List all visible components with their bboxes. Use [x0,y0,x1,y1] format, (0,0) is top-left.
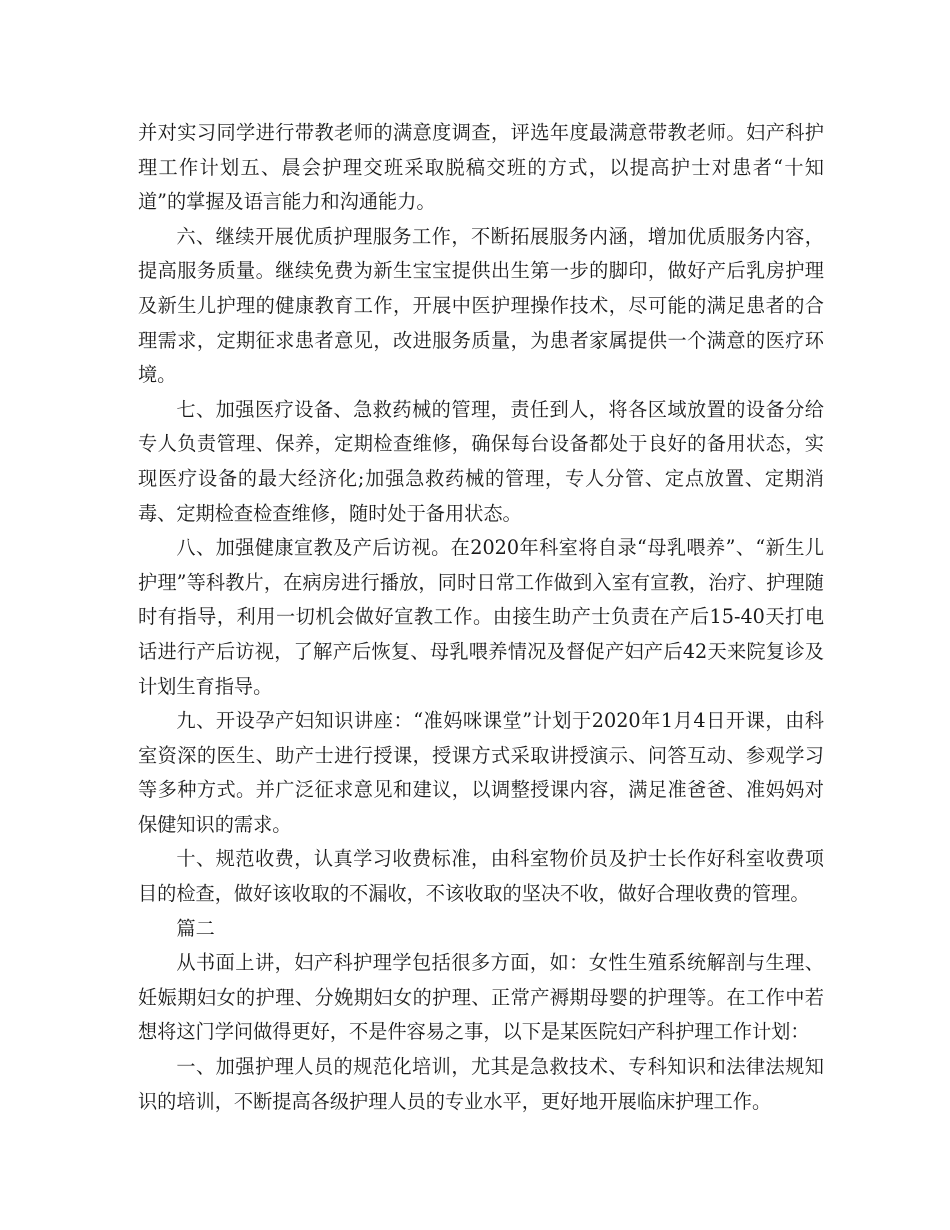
paragraph-item-9: 九、开设孕产妇知识讲座：“准妈咪课堂”计划于2020年1月4日开课，由科室资深的医生、助产士进行授课，授课方式采取讲授演示、问答互动、参观学习等多种方式。并广泛征求意见和建议，以调整授课内容，满足准爸爸、准妈妈对保健知识的需求。 [138,709,824,836]
section-heading: 篇二 [176,916,215,940]
paragraph-item-8: 八、加强健康宣教及产后访视。在2020年科室将自录“母乳喂养”、“新生儿护理”等科教片，在病房进行播放，同时日常工作做到入室有宣教，治疗、护理随时有指导，利用一切机会做好宣教工作。由接生助产士负责在产后15-40天打电话进行产后访视，了解产后恢复、母乳喂养情况及督促产妇产后42天来院复诊及计划生育指导。 [138,536,824,698]
paragraph-continuation: 并对实习同学进行带教老师的满意度调查，评选年度最满意带教老师。妇产科护理工作计划五、晨会护理交班采取脱稿交班的方式，以提高护士对患者“十知道”的掌握及语言能力和沟通能力。 [138,121,824,214]
paragraph-item-1: 一、加强护理人员的规范化培训，尤其是急救技术、专科知识和法律法规知识的培训，不断提高各级护理人员的专业水平，更好地开展临床护理工作。 [138,1055,824,1113]
paragraph-item-6: 六、继续开展优质护理服务工作，不断拓展服务内涵，增加优质服务内容，提高服务质量。继续免费为新生宝宝提供出生第一步的脚印，做好产后乳房护理及新生儿护理的健康教育工作，开展中医护理操作技术，尽可能的满足患者的合理需求，定期征求患者意见，改进服务质量，为患者家属提供一个满意的医疗环境。 [138,224,824,387]
document-body [138,116,824,1119]
paragraph-intro: 从书面上讲，妇产科护理学包括很多方面，如：女性生殖系统解剖与生理、妊娠期妇女的护理、分娩期妇女的护理、正常产褥期母婴的护理等。在工作中若想将这门学问做得更好，不是件容易之事，以下是某医院妇产科护理工作计划： [138,951,824,1044]
paragraph-item-10: 十、规范收费，认真学习收费标准，由科室物价员及护士长作好科室收费项目的检查，做好该收取的不漏收，不该收取的坚决不收，做好合理收费的管理。 [138,847,824,906]
paragraph-item-7: 七、加强医疗设备、急救药械的管理，责任到人，将各区域放置的设备分给专人负责管理、保养，定期检查维修，确保每台设备都处于良好的备用状态，实现医疗设备的最大经济化;加强急救药械的管理，专人分管、定点放置、定期消毒、定期检查检查维修，随时处于备用状态。 [138,397,824,525]
